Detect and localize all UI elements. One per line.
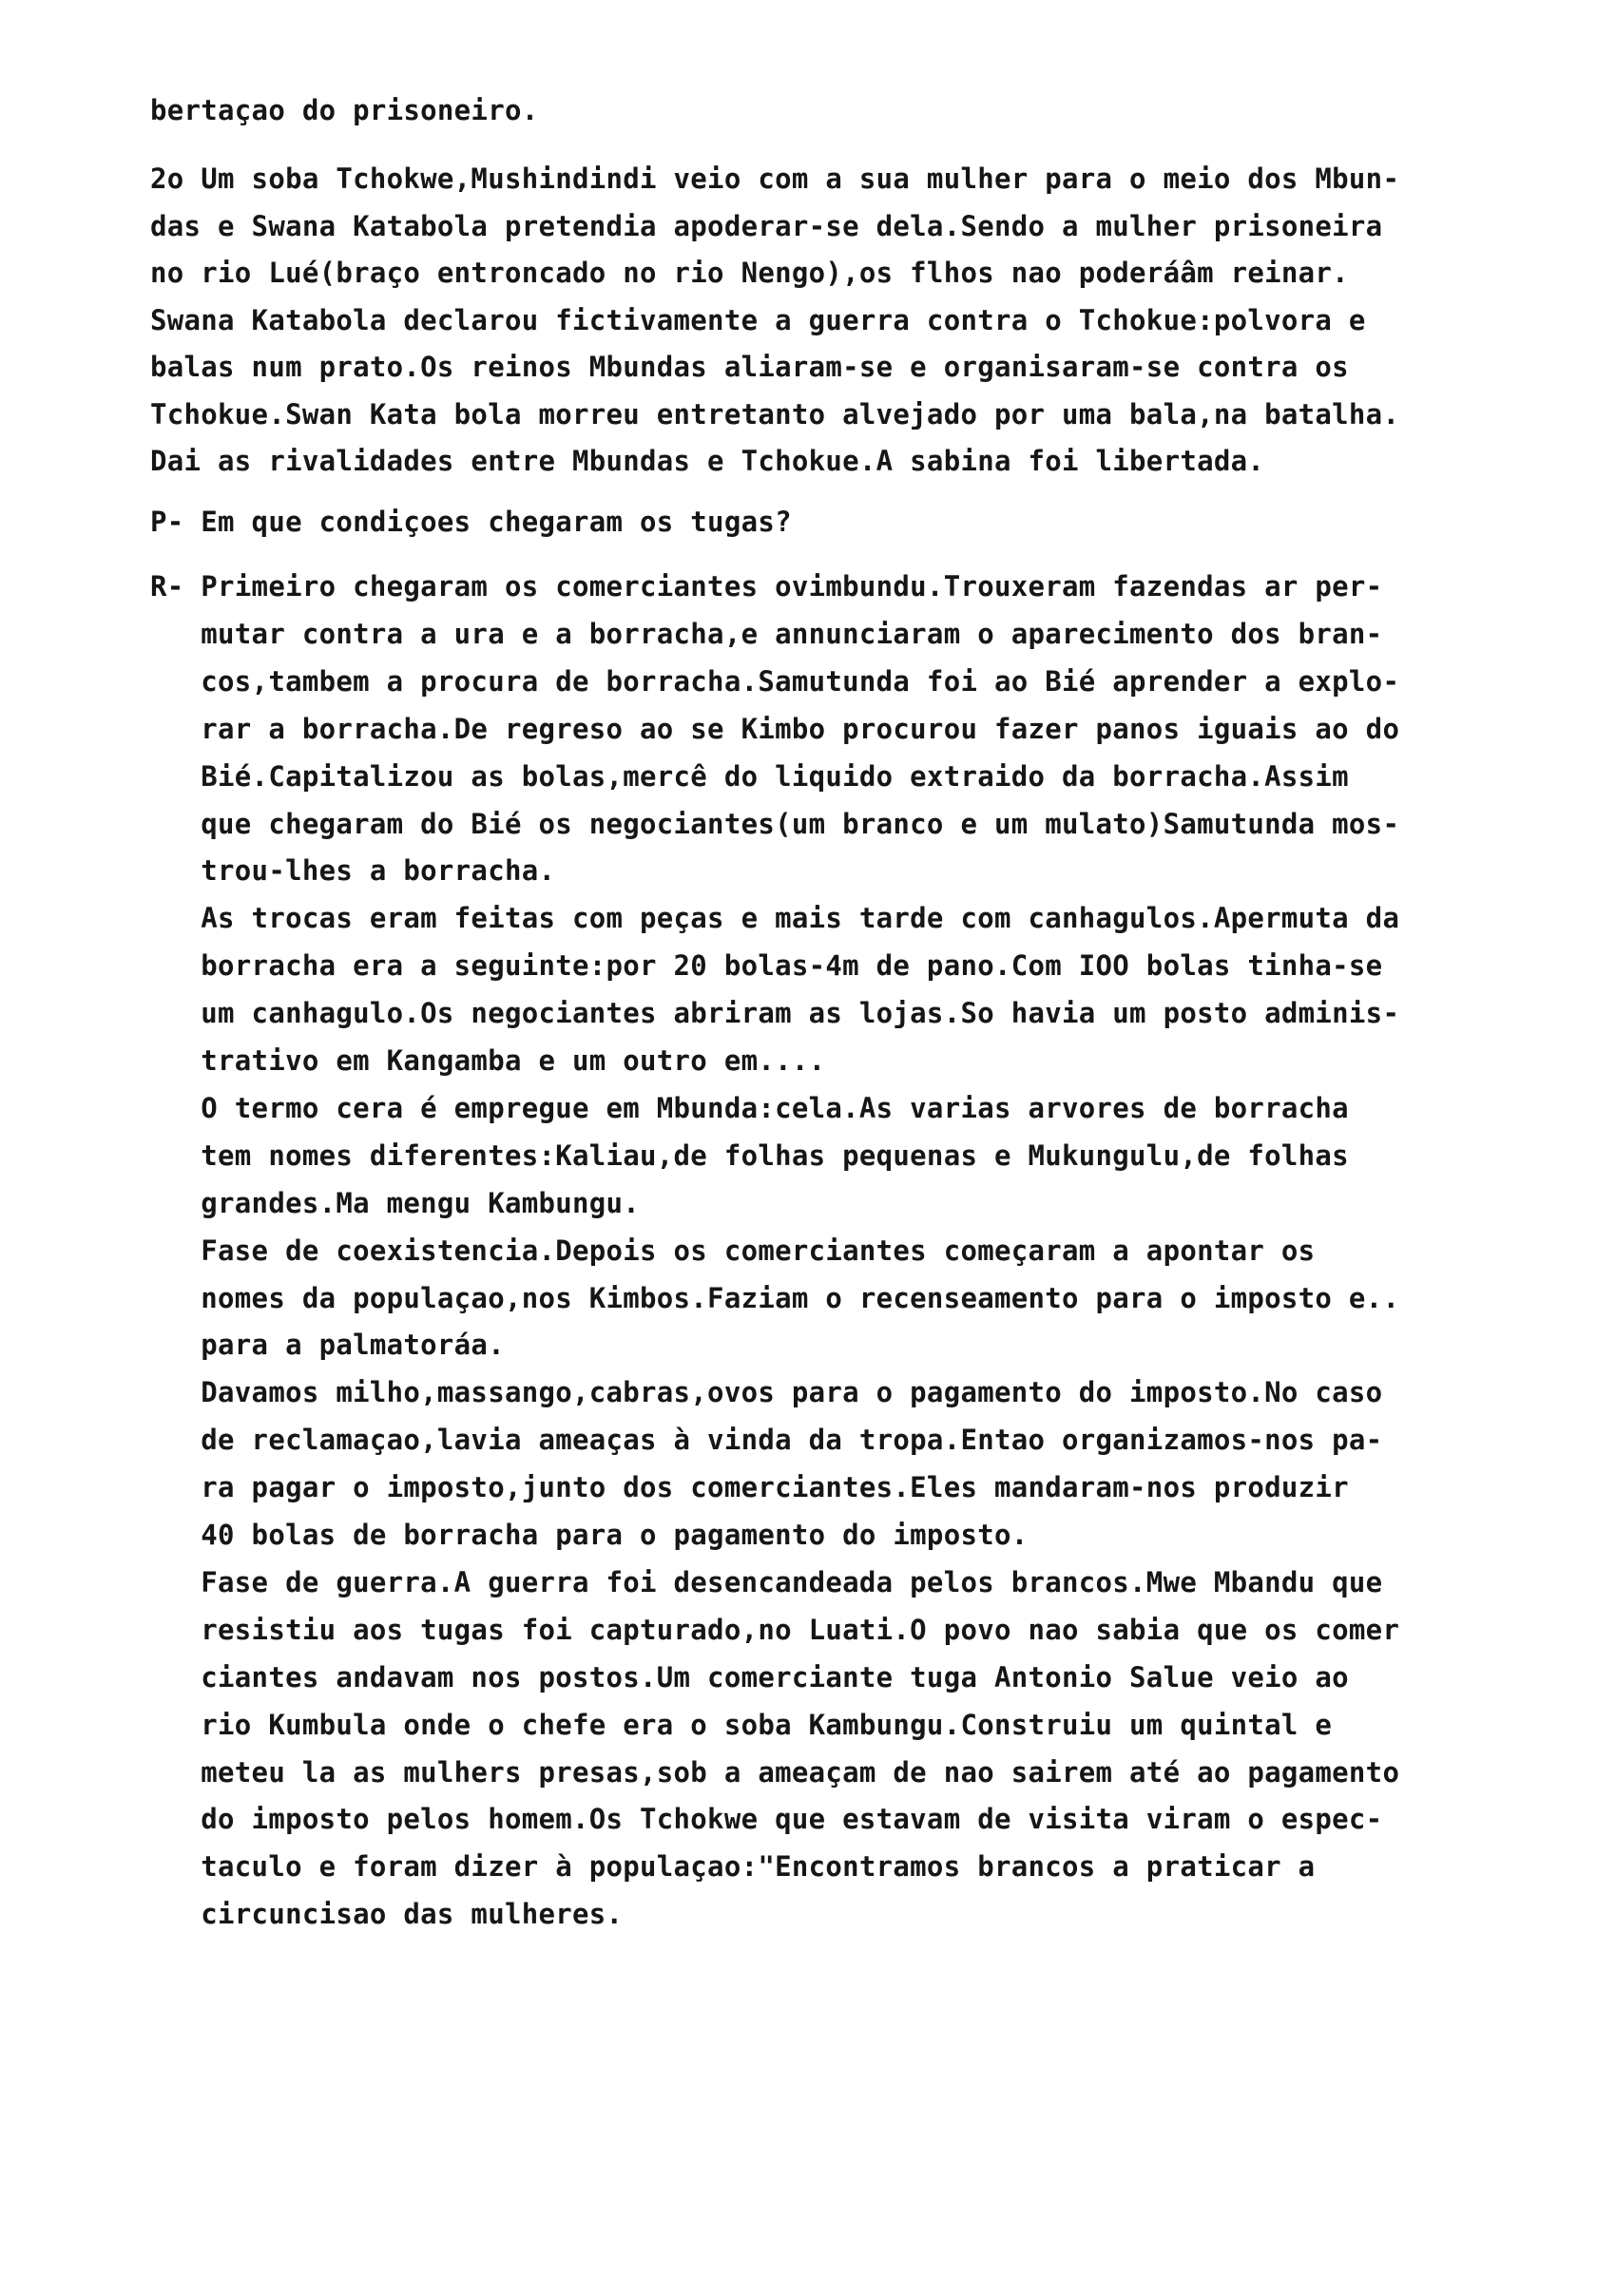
text-line: O termo cera é empregue em Mbunda:cela.As varias arvores de borracha: [150, 1091, 1349, 1124]
text-line: do imposto pelos homem.Os Tchokwe que estavam de visita viram o espec-: [150, 1803, 1383, 1836]
text-line: de reclamaçao,lavia ameaças à vinda da tropa.Entao organizamos-nos pa-: [150, 1424, 1383, 1457]
text-line: As trocas eram feitas com peças e mais tarde com canhagulos.Apermuta da: [150, 902, 1400, 935]
text-line: que chegaram do Bié os negociantes(um branco e um mulato)Samutunda mos-: [150, 807, 1400, 840]
text-line: Bié.Capitalizou as bolas,mercê do liquido extraido da borracha.Assim: [150, 759, 1349, 793]
text-line: 2o Um soba Tchokwe,Mushindindi veio com a sua mulher para o meio dos Mbun-: [150, 163, 1400, 195]
text-line: rio Kumbula onde o chefe era o soba Kambungu.Construiu um quintal e: [150, 1708, 1333, 1741]
text-line: Fase de coexistencia.Depois os comerciantes começaram a apontar os: [150, 1234, 1316, 1267]
text-line: tem nomes diferentes:Kaliau,de folhas pequenas e Mukungulu,de folhas: [150, 1138, 1349, 1172]
text-line: no rio Lué(braço entroncado no rio Nengo),os flhos nao poderáâm reinar.: [150, 257, 1349, 289]
text-line: Tchokue.Swan Kata bola morreu entretanto alvejado por uma bala,na batalha.: [150, 397, 1400, 430]
text-line: P- Em que condiçoes chegaram os tugas?: [150, 506, 792, 538]
text-line: resistiu aos tugas foi capturado,no Luati.O povo nao sabia que os comer: [150, 1613, 1400, 1646]
text-line: balas num prato.Os reinos Mbundas aliaram-se e organisaram-se contra os: [150, 351, 1349, 383]
text-line: taculo e foram dizer à populaçao:"Encontramos brancos a praticar a: [150, 1850, 1316, 1884]
text-line: um canhagulo.Os negociantes abriram as lojas.So havia um posto adminis-: [150, 997, 1400, 1030]
text-line: circuncisao das mulheres.: [150, 1898, 624, 1931]
text-line: mutar contra a ura e a borracha,e annunciaram o aparecimento dos bran-: [150, 617, 1383, 650]
text-line: Dai as rivalidades entre Mbundas e Tchokue.A sabina foi libertada.: [150, 445, 1265, 477]
text-line: Davamos milho,massango,cabras,ovos para o pagamento do imposto.No caso: [150, 1376, 1383, 1409]
text-line: R- Primeiro chegaram os comerciantes ovimbundu.Trouxeram fazendas ar per-: [150, 570, 1383, 603]
text-line: 40 bolas de borracha para o pagamento do imposto.: [150, 1519, 1029, 1551]
text-line: borracha era a seguinte:por 20 bolas-4m de pano.Com IOO bolas tinha-se: [150, 949, 1383, 983]
text-line: cos,tambem a procura de borracha.Samutunda foi ao Bié aprender a explo-: [150, 664, 1400, 698]
text-line: para a palmatoráa.: [150, 1329, 505, 1362]
text-line: Fase de guerra.A guerra foi desencandeada pelos brancos.Mwe Mbandu que: [150, 1565, 1383, 1598]
text-line: rar a borracha.De regreso ao se Kimbo procurou fazer panos iguais ao do: [150, 712, 1400, 745]
text-line: trativo em Kangamba e um outro em....: [150, 1044, 826, 1077]
text-line: Swana Katabola declarou fictivamente a guerra contra o Tchokue:polvora e: [150, 303, 1366, 336]
text-line: ra pagar o imposto,junto dos comerciantes.Eles mandaram-nos produzir: [150, 1471, 1349, 1504]
text-line: das e Swana Katabola pretendia apoderar-se dela.Sendo a mulher prisoneira: [150, 209, 1383, 242]
text-line: ciantes andavam nos postos.Um comerciante tuga Antonio Salue veio ao: [150, 1660, 1349, 1693]
text-line: grandes.Ma mengu Kambungu.: [150, 1186, 641, 1219]
text-line: bertaçao do prisoneiro.: [150, 94, 539, 126]
text-line: meteu la as mulhers presas,sob a ameaçam de nao sairem até ao pagamento: [150, 1755, 1400, 1789]
text-line: trou-lhes a borracha.: [150, 854, 556, 888]
text-line: nomes da populaçao,nos Kimbos.Faziam o recenseamento para o imposto e..: [150, 1281, 1400, 1314]
